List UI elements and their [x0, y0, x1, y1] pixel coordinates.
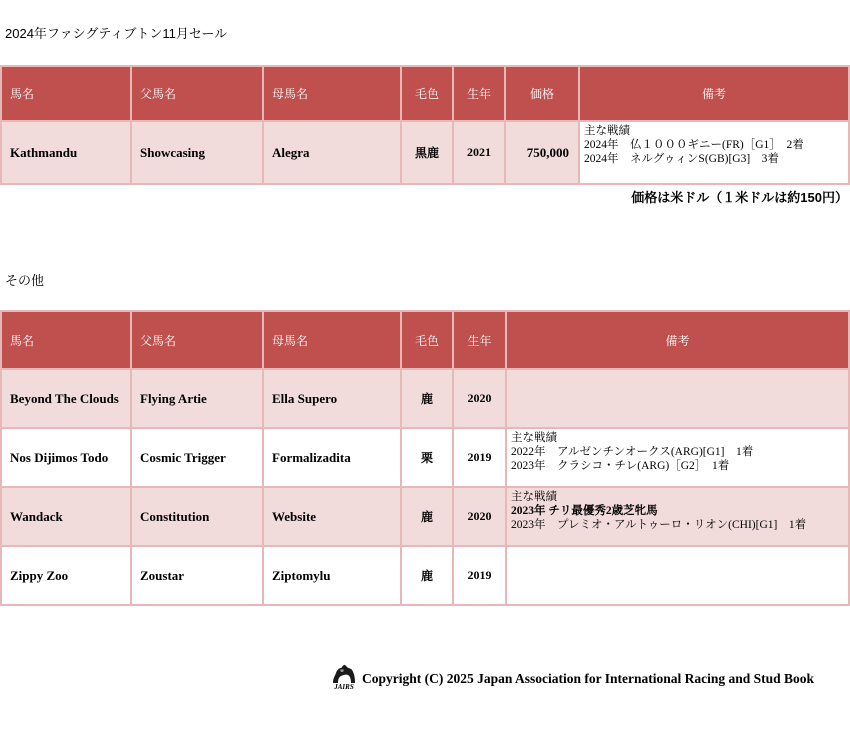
- birth-year-cell: 2021: [453, 121, 505, 184]
- price-cell: 750,000: [505, 121, 579, 184]
- remarks-cell: [579, 121, 849, 184]
- sire-name-cell: Showcasing: [131, 121, 263, 184]
- remarks-cell: [506, 369, 849, 428]
- birth-year-cell: 2019: [453, 546, 506, 605]
- coat-color-cell: 栗: [401, 428, 453, 487]
- coat-color-cell: 鹿: [401, 546, 453, 605]
- column-header-horse-name: 馬名: [1, 311, 131, 369]
- table-row: [1, 121, 849, 184]
- jairs-logo-text: JAIRS: [334, 683, 354, 691]
- remarks-cell: [506, 428, 849, 487]
- remarks-cell: [506, 546, 849, 605]
- sire-name-cell: Constitution: [131, 487, 263, 546]
- birth-year-cell: 2020: [453, 487, 506, 546]
- table-row: [1, 487, 849, 546]
- column-header-dam-name: 母馬名: [263, 66, 401, 121]
- remarks-line: 2023年 クラシコ・チレ(ARG)［G2］ 1着: [511, 460, 730, 472]
- column-header-coat-color: 毛色: [401, 311, 453, 369]
- sire-name-cell: Zoustar: [131, 546, 263, 605]
- dam-name-cell: Website: [263, 487, 401, 546]
- sire-name-cell: Flying Artie: [131, 369, 263, 428]
- column-header-remarks: 備考: [579, 66, 849, 121]
- horse-name-cell: Kathmandu: [1, 121, 131, 184]
- remarks-line: 2022年 アルゼンチンオークス(ARG)[G1] 1着: [511, 446, 754, 458]
- remarks-line: 2024年 仏１０００ギニー(FR)［G1］ 2着: [584, 139, 804, 151]
- page-title: 2024年ファシグティブトン11月セール: [5, 26, 228, 41]
- column-header-birth-year: 生年: [453, 311, 506, 369]
- remarks-line: 主な戦績: [511, 491, 557, 503]
- jairs-logo-icon: [328, 664, 360, 694]
- price-currency-note: 価格は米ドル（１米ドルは約150円）: [631, 190, 848, 205]
- birth-year-cell: 2020: [453, 369, 506, 428]
- other-table-header-row: [1, 311, 849, 369]
- sale-table-header-row: [1, 66, 849, 121]
- coat-color-cell: 鹿: [401, 487, 453, 546]
- horse-name-cell: Wandack: [1, 487, 131, 546]
- section-title-others: その他: [5, 273, 45, 288]
- sale-table: [0, 65, 850, 185]
- table-row: [1, 369, 849, 428]
- dam-name-cell: Ziptomylu: [263, 546, 401, 605]
- horse-name-cell: Beyond The Clouds: [1, 369, 131, 428]
- coat-color-cell: 黒鹿: [401, 121, 453, 184]
- other-table: [0, 310, 850, 606]
- table-row: [1, 428, 849, 487]
- footer: [0, 664, 850, 694]
- column-header-sire-name: 父馬名: [131, 311, 263, 369]
- copyright-text: Copyright (C) 2025 Japan Association for International Racing and Stud Book: [362, 671, 815, 686]
- remarks-line: 2023年 プレミオ・アルトゥーロ・リオン(CHI)[G1] 1着: [511, 519, 807, 531]
- birth-year-cell: 2019: [453, 428, 506, 487]
- remarks-line: 2023年 チリ最優秀2歳芝牝馬: [511, 505, 658, 517]
- remarks-line: 主な戦績: [511, 432, 557, 444]
- column-header-sire-name: 父馬名: [131, 66, 263, 121]
- coat-color-cell: 鹿: [401, 369, 453, 428]
- horse-name-cell: Zippy Zoo: [1, 546, 131, 605]
- sire-name-cell: Cosmic Trigger: [131, 428, 263, 487]
- column-header-birth-year: 生年: [453, 66, 505, 121]
- horse-name-cell: Nos Dijimos Todo: [1, 428, 131, 487]
- remarks-line: 主な戦績: [584, 125, 630, 137]
- column-header-dam-name: 母馬名: [263, 311, 401, 369]
- column-header-horse-name: 馬名: [1, 66, 131, 121]
- table-row: [1, 546, 849, 605]
- dam-name-cell: Formalizadita: [263, 428, 401, 487]
- remarks-line: 2024年 ネルグゥィンS(GB)[G3] 3着: [584, 153, 779, 165]
- column-header-price: 価格: [505, 66, 579, 121]
- remarks-cell: [506, 487, 849, 546]
- dam-name-cell: Ella Supero: [263, 369, 401, 428]
- dam-name-cell: Alegra: [263, 121, 401, 184]
- column-header-coat-color: 毛色: [401, 66, 453, 121]
- column-header-remarks: 備考: [506, 311, 849, 369]
